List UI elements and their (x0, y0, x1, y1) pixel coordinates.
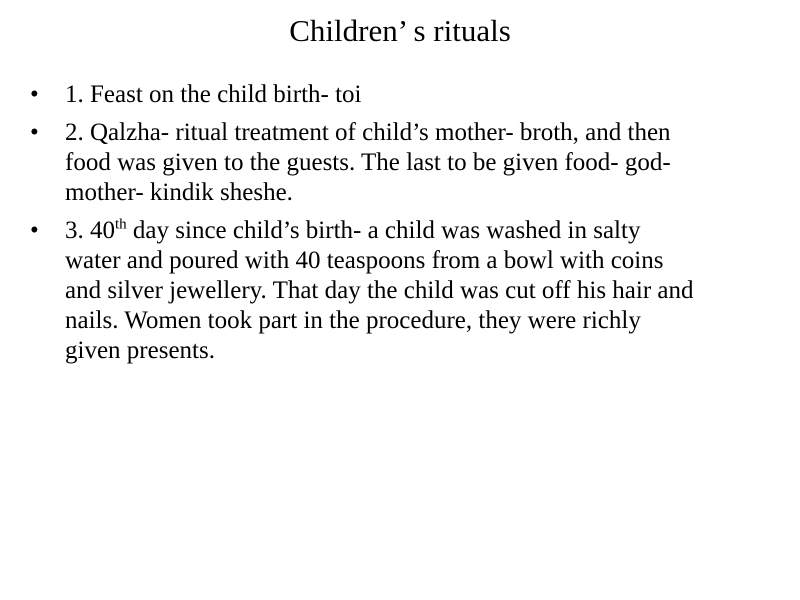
bullet-icon: • (30, 217, 39, 244)
bullet-item-1 (30, 80, 700, 110)
bullet-text-1: 1. Feast on the child birth- toi (65, 81, 362, 108)
bullet-icon: • (30, 119, 39, 146)
bullet-icon: • (30, 81, 39, 108)
bullet-list (30, 80, 700, 374)
bullet-text-3-prefix: 3. 40 (65, 217, 115, 244)
bullet-text-3: day since child’s birth- a child was washed in salty water and poured with 40 teaspoons from a bowl with coins and silver jewellery. That day the child was cut off his hair and nails. Women took part in the procedure, they were richly given presents. (65, 217, 694, 364)
bullet-text-3-superscript: th (115, 216, 127, 233)
bullet-text-2: 2. Qalzha- ritual treatment of child’s mother- broth, and then food was given to the guests. The last to be given food- god-mother- kindik sheshe. (65, 119, 671, 206)
slide-title: Children’ s rituals (289, 13, 511, 48)
bullet-item-3 (30, 216, 700, 366)
bullet-item-2 (30, 118, 700, 208)
